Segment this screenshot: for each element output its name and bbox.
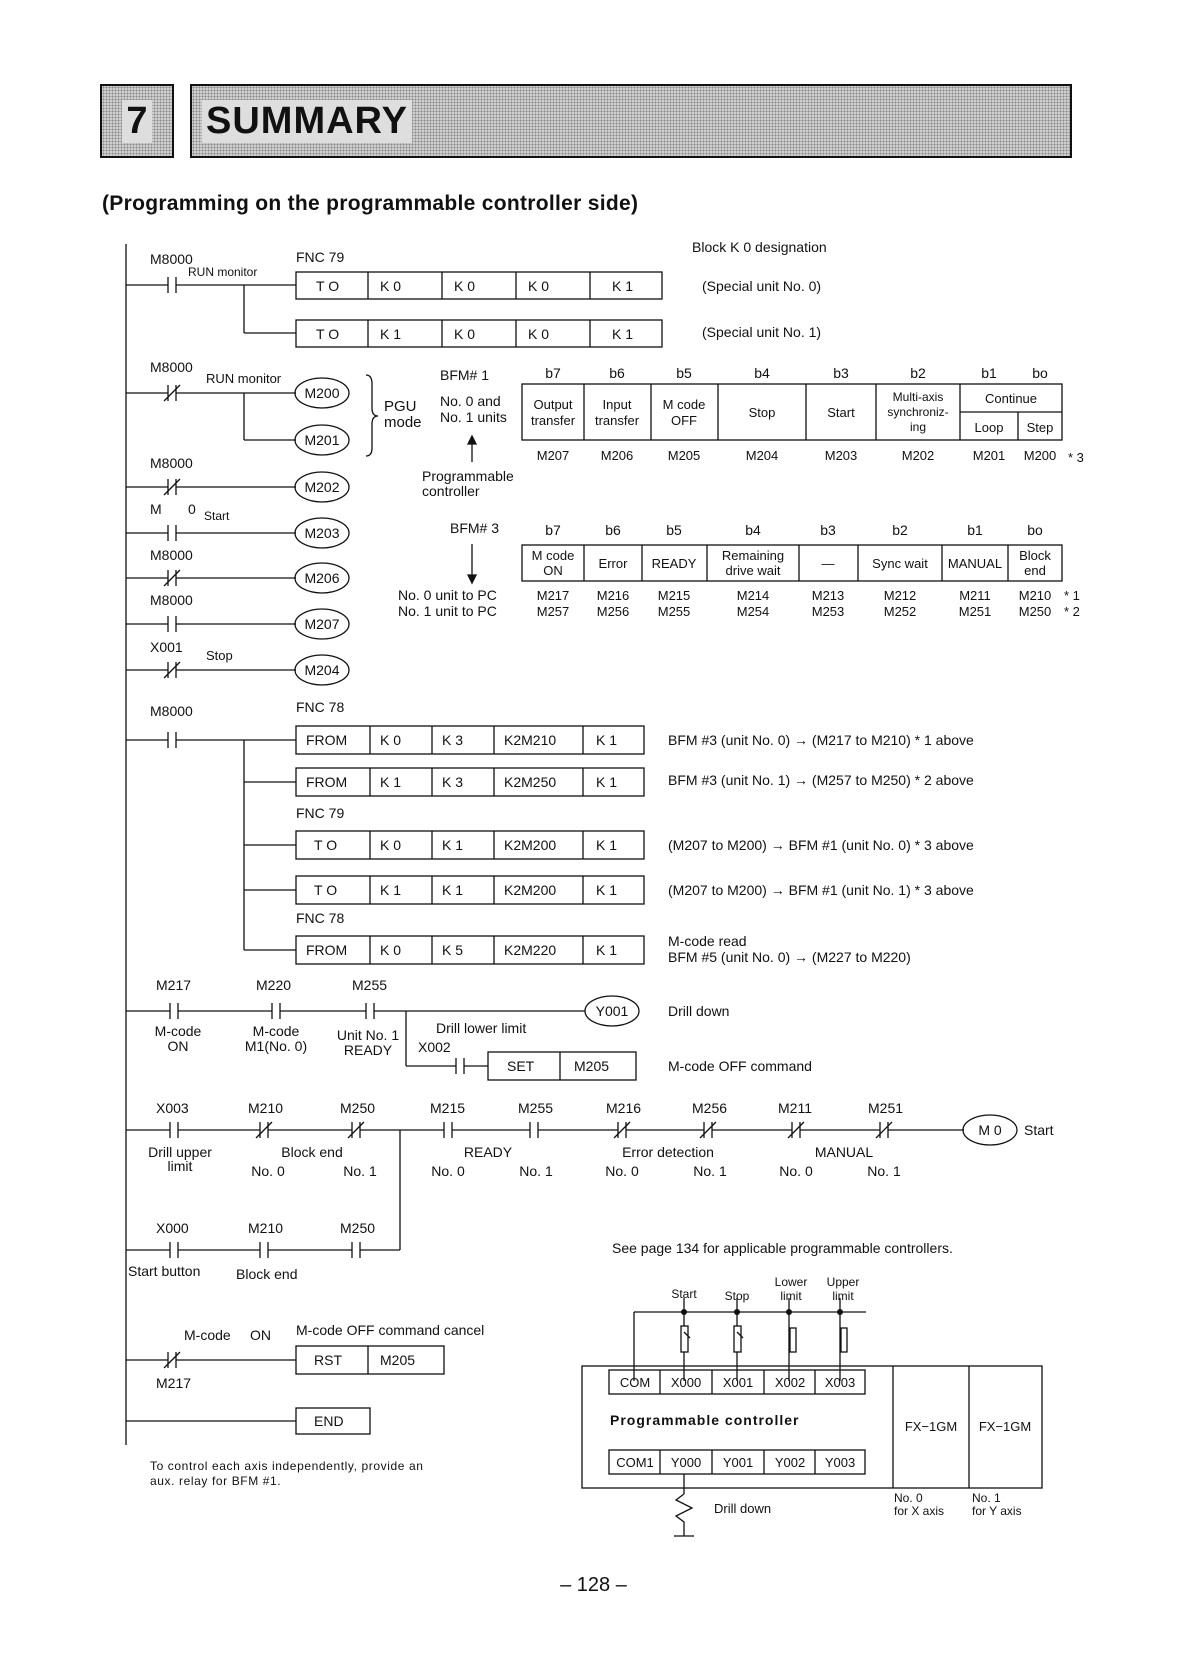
bfm1-relay-6: M201 xyxy=(972,448,1006,463)
r2-contact4-note: Start xyxy=(204,509,230,523)
end-instruction: END xyxy=(314,1413,344,1429)
r3-fnc79: FNC 79 xyxy=(296,805,345,821)
r5-lbl-block: Block end xyxy=(281,1144,343,1160)
bfm3-cell-bo-2: end xyxy=(1024,563,1046,578)
pc-label-1: Programmable xyxy=(422,468,514,484)
r3-row1-c0: FROM xyxy=(306,774,348,790)
r4-c3-note-2: READY xyxy=(343,1042,393,1058)
bfm1-relay-4: M203 xyxy=(824,448,858,463)
bfm3-cell-b2: Sync wait xyxy=(872,556,928,571)
module-note-1: for X axis xyxy=(894,1504,945,1518)
r4-c2: M220 xyxy=(256,977,292,993)
r1-row1-c0: T O xyxy=(316,278,340,294)
pc-in-1: X000 xyxy=(670,1375,702,1390)
r6-rst-note: M-code OFF command cancel xyxy=(296,1322,485,1338)
bfm3-u1-1: M256 xyxy=(596,604,630,619)
r5-c2: M250 xyxy=(340,1100,376,1116)
module-1: FX−1GM xyxy=(978,1419,1032,1434)
bfm1-relay-7: M200 xyxy=(1023,448,1057,463)
bfm3-u0-6: M211 xyxy=(959,588,991,603)
r2-contact7-note: Stop xyxy=(206,648,233,663)
r4-c2-note-1: M-code xyxy=(252,1023,300,1039)
bfm1-cell-b4: Stop xyxy=(748,405,776,420)
r3-note-0: BFM #3 (unit No. 0) → (M217 to M210) * 1 above xyxy=(668,732,974,748)
r6-rst: RST xyxy=(314,1352,342,1368)
r5-coil-note: Start xyxy=(1024,1122,1054,1138)
drill-down-label: Drill down xyxy=(714,1501,772,1516)
pgu-label-1: PGU xyxy=(384,398,417,415)
bfm1-continue: Continue xyxy=(984,391,1038,406)
r2-coil3: M202 xyxy=(304,479,340,495)
bfm3-cell-b4-1: Remaining xyxy=(721,548,785,563)
bfm3-u1-0: M257 xyxy=(536,604,570,619)
section-number: 7 xyxy=(122,100,151,143)
r4-c1-note-2: ON xyxy=(167,1038,189,1054)
r5-unit-7: No. 1 xyxy=(867,1163,901,1179)
pc-out-4: Y003 xyxy=(824,1455,856,1470)
r4-set: SET xyxy=(507,1058,535,1074)
bfm1-cell-b6-1: Input xyxy=(602,397,632,412)
r3-row3-c1: K 1 xyxy=(380,882,402,898)
bfm3-cell-b6: Error xyxy=(598,556,628,571)
r5-b-c2: M250 xyxy=(340,1220,376,1236)
bfm1-bit-bo: bo xyxy=(1032,365,1048,381)
r6-note-2: ON xyxy=(250,1327,271,1343)
to-pc-2: No. 1 unit to PC xyxy=(398,603,497,619)
r5-unit-3: No. 1 xyxy=(519,1163,553,1179)
bfm3-cell-b3: — xyxy=(821,556,835,571)
rung1-contact: M8000 xyxy=(150,251,193,267)
bfm1-relay-2: M205 xyxy=(667,448,701,463)
r2-contact5: M8000 xyxy=(150,547,193,563)
rung1-note-title: Block K 0 designation xyxy=(692,239,827,255)
r4-coil: Y001 xyxy=(595,1003,629,1019)
r2-contact4-b: 0 xyxy=(188,501,196,517)
r2-coil1: M200 xyxy=(304,385,340,401)
r5-coil: M 0 xyxy=(978,1122,1002,1138)
bfm3-u1-3: M254 xyxy=(736,604,770,619)
bfm1-mark: * 3 xyxy=(1068,450,1084,465)
r3-note-5: BFM #5 (unit No. 0) → (M227 to M220) xyxy=(668,949,911,965)
r1-row1-c2: K 0 xyxy=(454,278,476,294)
r3-row2-c0: T O xyxy=(314,837,338,853)
r3-row1-c4: K 1 xyxy=(596,774,618,790)
bfm1-bit-b5: b5 xyxy=(676,365,692,381)
r2-coil7: M204 xyxy=(304,662,340,678)
bfm3-mark1: * 1 xyxy=(1064,588,1080,603)
sw-stop: Stop xyxy=(724,1289,750,1303)
r3-row4-c0: FROM xyxy=(306,942,348,958)
bfm3-cell-b1: MANUAL xyxy=(947,556,1003,571)
pc-out-3: Y002 xyxy=(774,1455,806,1470)
pc-label-2: controller xyxy=(422,483,480,499)
r4-set-note: M-code OFF command xyxy=(668,1058,812,1074)
bfm3-u0-5: M212 xyxy=(883,588,917,603)
footnote-1: To control each axis independently, provide an xyxy=(150,1459,424,1473)
r3-row0-c1: K 0 xyxy=(380,732,402,748)
r4-c3: M255 xyxy=(352,977,388,993)
r3-row1-c1: K 1 xyxy=(380,774,402,790)
rung1-note1: (Special unit No. 0) xyxy=(702,278,822,294)
bfm1-bit-b1: b1 xyxy=(981,365,997,381)
module-note-3: for Y axis xyxy=(972,1504,1022,1518)
sw-start: Start xyxy=(671,1287,697,1301)
bfm3-u0-1: M216 xyxy=(596,588,630,603)
r4-set-target: M205 xyxy=(574,1058,610,1074)
r5-unit-5: No. 1 xyxy=(693,1163,727,1179)
bfm3-cell-b5: READY xyxy=(651,556,697,571)
bfm1-cell-b5-2: OFF xyxy=(671,413,697,428)
bfm3-cell-b7-1: M code xyxy=(531,548,575,563)
r2-contact6: M8000 xyxy=(150,592,193,608)
bfm1-cell-b5-1: M code xyxy=(662,397,706,412)
r5-unit-6: No. 0 xyxy=(779,1163,813,1179)
see-page-note: See page 134 for applicable programmable controllers. xyxy=(612,1240,953,1256)
bfm1-loop: Loop xyxy=(974,420,1004,435)
to-pc-1: No. 0 unit to PC xyxy=(398,587,497,603)
module-note-2: No. 1 xyxy=(972,1491,1001,1505)
r5-lbl-manual: MANUAL xyxy=(814,1144,874,1160)
bfm3-u1-7: M250 xyxy=(1018,604,1052,619)
r4-coil-note: Drill down xyxy=(668,1003,730,1019)
r1-row2-c3: K 0 xyxy=(528,326,550,342)
r2-coil2: M201 xyxy=(304,432,340,448)
r3-contact: M8000 xyxy=(150,703,193,719)
bfm1-relay-3: M204 xyxy=(745,448,779,463)
bfm1-bit-b2: b2 xyxy=(910,365,926,381)
sw-upper-2: limit xyxy=(832,1289,854,1303)
pgu-units-1: No. 0 and xyxy=(440,393,501,409)
page-subtitle: (Programming on the programmable controller side) xyxy=(102,192,639,215)
bfm3-cell-b7-2: ON xyxy=(543,563,563,578)
r1-row2-c1: K 1 xyxy=(380,326,402,342)
r2-coil5: M206 xyxy=(304,570,340,586)
r3-row2-c4: K 1 xyxy=(596,837,618,853)
r5-lbl-drill-1: Drill upper xyxy=(148,1144,212,1160)
r5-b-c1: M210 xyxy=(248,1220,284,1236)
r3-row4-c1: K 0 xyxy=(380,942,402,958)
r4-c2-note-2: M1(No. 0) xyxy=(244,1038,308,1054)
r3-note-3: (M207 to M200) → BFM #1 (unit No. 1) * 3 above xyxy=(668,882,974,898)
sw-upper-1: Upper xyxy=(826,1275,860,1289)
r5-c8: M251 xyxy=(868,1100,904,1116)
r2-coil6: M207 xyxy=(304,616,340,632)
module-note-0: No. 0 xyxy=(894,1491,923,1505)
bfm3-u1-5: M252 xyxy=(883,604,917,619)
r5-unit-0: No. 0 xyxy=(251,1163,285,1179)
r3-row4-c3: K2M220 xyxy=(504,942,557,958)
pc-label: Programmable controller xyxy=(610,1412,800,1428)
bfm3-cell-bo-1: Block xyxy=(1019,548,1051,563)
r5-c1: M210 xyxy=(248,1100,284,1116)
bfm3-cell-b4-2: drive wait xyxy=(725,563,781,578)
bfm1-cell-b2-3: ing xyxy=(909,420,927,434)
bfm3-bit-b2: b2 xyxy=(892,522,908,538)
r1-row2-c4: K 1 xyxy=(612,326,634,342)
r5-c3: M215 xyxy=(430,1100,466,1116)
page-number: – 128 – xyxy=(560,1574,627,1596)
bfm3-bit-b4: b4 xyxy=(745,522,761,538)
bfm1-cell-b7-1: Output xyxy=(533,397,573,412)
pc-in-0: COM xyxy=(619,1375,651,1390)
r5-c6: M256 xyxy=(692,1100,728,1116)
r5-lbl-ready: READY xyxy=(463,1144,513,1160)
r5-c4: M255 xyxy=(518,1100,554,1116)
r6-note-1: M-code xyxy=(184,1327,231,1343)
footnote-2: aux. relay for BFM #1. xyxy=(150,1474,282,1488)
r1-row1-c3: K 0 xyxy=(528,278,550,294)
bfm3-bit-b7: b7 xyxy=(545,522,561,538)
r3-row2-c1: K 0 xyxy=(380,837,402,853)
pc-out-0: COM1 xyxy=(616,1455,654,1470)
pgu-label-2: mode xyxy=(384,414,422,431)
bfm3-bit-bo: bo xyxy=(1027,522,1043,538)
r3-row0-c2: K 3 xyxy=(442,732,464,748)
r5-b-c0: X000 xyxy=(156,1220,189,1236)
r5-b-note-block: Block end xyxy=(236,1266,298,1282)
r2-contact1: M8000 xyxy=(150,359,193,375)
r1-row1-c4: K 1 xyxy=(612,278,634,294)
r3-note-2: (M207 to M200) → BFM #1 (unit No. 0) * 3 above xyxy=(668,837,974,853)
r4-c4: X002 xyxy=(418,1039,451,1055)
bfm1-cell-b7-2: transfer xyxy=(530,413,576,428)
bfm1-relay-1: M206 xyxy=(600,448,634,463)
bfm3-u0-7: M210 xyxy=(1018,588,1052,603)
bfm3-bit-b1: b1 xyxy=(967,522,983,538)
rung1-note2: (Special unit No. 1) xyxy=(702,324,822,340)
r3-row0-c0: FROM xyxy=(306,732,348,748)
bfm3-bit-b5: b5 xyxy=(666,522,682,538)
bfm1-cell-b6-2: transfer xyxy=(594,413,640,428)
r6-rst-target: M205 xyxy=(380,1352,416,1368)
r5-b-note-start: Start button xyxy=(128,1263,201,1279)
bfm3-mark2: * 2 xyxy=(1064,604,1080,619)
r5-lbl-drill-2: limit xyxy=(167,1158,193,1174)
r3-note-1: BFM #3 (unit No. 1) → (M257 to M250) * 2 above xyxy=(668,772,974,788)
bfm3-u1-4: M253 xyxy=(811,604,845,619)
pc-out-1: Y000 xyxy=(670,1455,702,1470)
r5-c0: X003 xyxy=(156,1100,189,1116)
r3-row3-c2: K 1 xyxy=(442,882,464,898)
r5-unit-1: No. 1 xyxy=(343,1163,377,1179)
r3-row2-c3: K2M200 xyxy=(504,837,557,853)
r4-branch-note: Drill lower limit xyxy=(436,1020,527,1036)
r2-contact7: X001 xyxy=(150,639,183,655)
r5-unit-4: No. 0 xyxy=(605,1163,639,1179)
r5-unit-2: No. 0 xyxy=(431,1163,465,1179)
rung1-fnc: FNC 79 xyxy=(296,249,345,265)
r1-row2-c2: K 0 xyxy=(454,326,476,342)
r2-contact3: M8000 xyxy=(150,455,193,471)
bfm3-bit-b3: b3 xyxy=(820,522,836,538)
r4-c1-note-1: M-code xyxy=(154,1023,202,1039)
r3-row1-c2: K 3 xyxy=(442,774,464,790)
bfm3-u0-4: M213 xyxy=(811,588,845,603)
pc-in-2: X001 xyxy=(722,1375,754,1390)
r3-row0-c3: K2M210 xyxy=(504,732,557,748)
bfm1-bit-b6: b6 xyxy=(609,365,625,381)
r3-fnc78: FNC 78 xyxy=(296,699,345,715)
module-0: FX−1GM xyxy=(904,1419,958,1434)
bfm1-cell-b2-1: Multi-axis xyxy=(892,390,944,404)
r3-row4-c4: K 1 xyxy=(596,942,618,958)
bfm3-u0-0: M217 xyxy=(536,588,570,603)
pgu-units-2: No. 1 units xyxy=(440,409,507,425)
bfm3-u0-3: M214 xyxy=(736,588,770,603)
pc-in-3: X002 xyxy=(774,1375,806,1390)
r3-row2-c2: K 1 xyxy=(442,837,464,853)
bfm3-u0-2: M215 xyxy=(657,588,691,603)
sw-lower-1: Lower xyxy=(774,1275,808,1289)
r1-row1-c1: K 0 xyxy=(380,278,402,294)
rung1-contact-note: RUN monitor xyxy=(188,265,258,279)
sw-lower-2: limit xyxy=(780,1289,802,1303)
bfm1-bit-b7: b7 xyxy=(545,365,561,381)
r4-c1: M217 xyxy=(156,977,192,993)
r2-coil4: M203 xyxy=(304,525,340,541)
r5-c7: M211 xyxy=(778,1100,812,1116)
bfm1-bit-b3: b3 xyxy=(833,365,849,381)
bfm1-label: BFM# 1 xyxy=(440,367,490,383)
r3-row1-c3: K2M250 xyxy=(504,774,557,790)
pc-out-2: Y001 xyxy=(722,1455,754,1470)
r3-note-4: M-code read xyxy=(668,933,747,949)
r3-row4-c2: K 5 xyxy=(442,942,464,958)
r1-row2-c0: T O xyxy=(316,326,340,342)
bfm3-u1-2: M255 xyxy=(657,604,691,619)
bfm1-cell-b3: Start xyxy=(827,405,855,420)
r5-lbl-error: Error detection xyxy=(622,1144,714,1160)
pc-in-4: X003 xyxy=(824,1375,856,1390)
r2-contact1-note: RUN monitor xyxy=(206,371,282,386)
bfm1-cell-b2-2: synchroniz- xyxy=(887,405,949,419)
r5-c5: M216 xyxy=(606,1100,642,1116)
bfm1-bit-b4: b4 xyxy=(754,365,770,381)
bfm3-bit-b6: b6 xyxy=(605,522,621,538)
bfm1-relay-0: M207 xyxy=(536,448,570,463)
section-title: SUMMARY xyxy=(202,100,412,143)
r3-fnc78b: FNC 78 xyxy=(296,910,345,926)
r3-row3-c4: K 1 xyxy=(596,882,618,898)
r6-contact: M217 xyxy=(156,1375,192,1391)
r4-c3-note-1: Unit No. 1 xyxy=(336,1027,400,1043)
r2-contact4-a: M xyxy=(150,501,162,517)
bfm1-relay-5: M202 xyxy=(901,448,935,463)
bfm3-u1-6: M251 xyxy=(958,604,992,619)
r3-row0-c4: K 1 xyxy=(596,732,618,748)
r3-row3-c0: T O xyxy=(314,882,338,898)
r3-row3-c3: K2M200 xyxy=(504,882,557,898)
bfm3-label: BFM# 3 xyxy=(450,520,500,536)
bfm1-step: Step xyxy=(1026,420,1054,435)
